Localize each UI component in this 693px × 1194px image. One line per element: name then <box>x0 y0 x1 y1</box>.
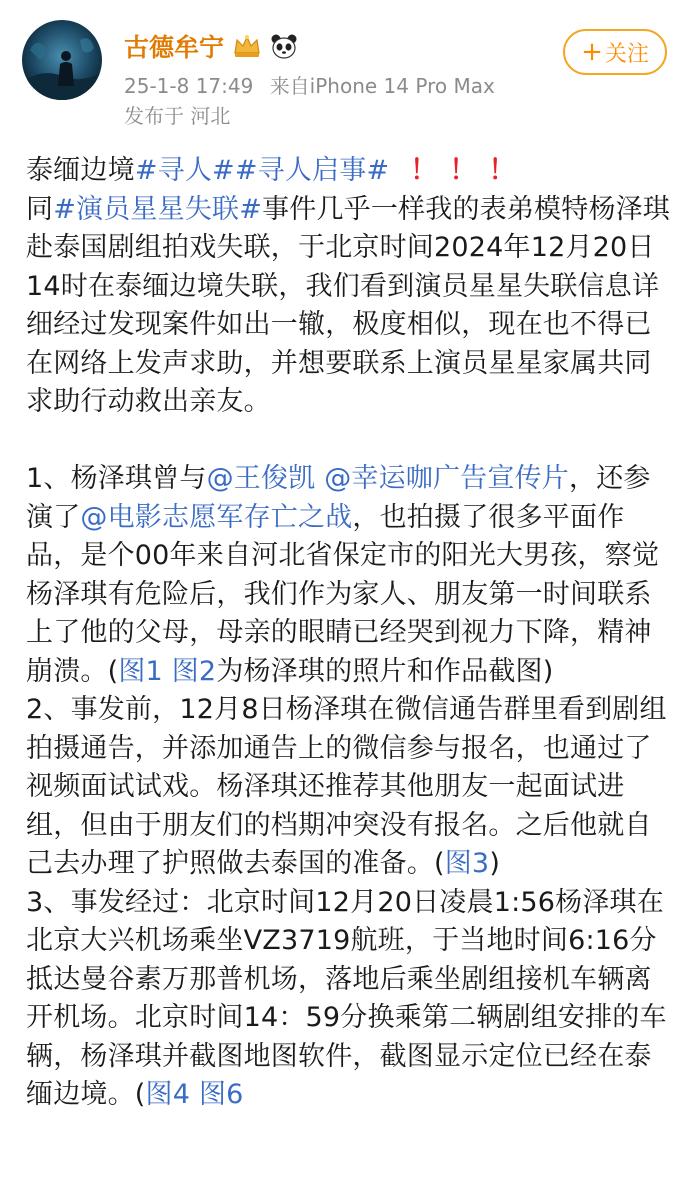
text: 1、杨泽琪曾与 <box>26 463 207 494</box>
paragraph-intro <box>26 152 676 422</box>
image-link[interactable]: 图1 <box>118 655 163 687</box>
text: 2、事发前，12月8日杨泽琪在微信通告群里看到剧组拍摄通告，并添加通告上的微信参与报名，也通过了视频面试试戏。杨泽琪还推荐其他朋友一起面试进组，但由于朋友们的档期冲突没有报名。之后他就自己去办理了护照做去泰国的准备。( <box>26 694 667 879</box>
hashtag-link[interactable]: #演员星星失联# <box>53 193 263 225</box>
text: 为杨泽琪的照片和作品截图) <box>216 655 554 687</box>
username[interactable]: 古德牟宁 <box>124 33 225 62</box>
exclamation-icon: ！ <box>449 155 477 186</box>
text: 事件几乎一样我的表弟模特杨泽琪赴泰国剧组拍戏失联，于北京时间2024年12月20日14时在泰缅边境失联，我们看到演员星星失联信息详细经过发现案件如出一辙，极度相似，现在也不得已在网络上发声求助，并想要联系上演员星星家属共同求助行动救出亲友。 <box>26 193 671 417</box>
paragraph-3 <box>26 884 676 1115</box>
mention-link[interactable]: @幸运咖广告宣传片 <box>324 463 569 494</box>
text: 同 <box>26 193 54 225</box>
paragraph-2 <box>26 691 676 884</box>
post-body <box>26 152 676 1115</box>
image-link[interactable]: 图3 <box>444 848 490 879</box>
post-location: 发布于 河北 <box>124 104 231 128</box>
hashtag-link[interactable]: #寻人# <box>134 155 235 186</box>
mention-link[interactable]: @电影志愿军存亡之战 <box>80 501 353 533</box>
mention-link[interactable]: @王俊凯 <box>206 463 316 494</box>
post-meta <box>124 70 495 99</box>
plus-icon: + <box>581 37 603 67</box>
avatar-image <box>22 20 102 100</box>
post-source: 来自iPhone 14 Pro Max <box>269 74 495 98</box>
post-header <box>0 0 693 140</box>
text: 泰缅边境 <box>26 155 135 186</box>
avatar[interactable] <box>22 20 102 100</box>
follow-label: 关注 <box>604 41 649 67</box>
exclamation-icon: ！ <box>488 155 516 186</box>
hashtag-link[interactable]: #寻人启事# <box>234 155 390 186</box>
image-link[interactable]: 图6 <box>198 1079 244 1110</box>
text: ) <box>489 848 501 879</box>
panda-icon <box>270 33 298 59</box>
exclamation-icon: ！ <box>410 155 438 186</box>
text: ，还参演了 <box>26 463 651 533</box>
image-link[interactable]: 图4 <box>145 1079 191 1110</box>
name-row <box>124 28 298 64</box>
spacer <box>26 422 676 461</box>
post-timestamp: 25-1-8 17:49 <box>124 74 254 98</box>
crown-icon <box>232 33 262 59</box>
image-link[interactable]: 图2 <box>171 655 217 687</box>
paragraph-1 <box>26 460 676 691</box>
text: ，也拍摄了很多平面作品，是个00年来自河北省保定市的阳光大男孩，察觉杨泽琪有危险后，我们作为家人、朋友第一时间联系上了他的父母，母亲的眼睛已经哭到视力下降，精神崩溃。( <box>26 501 660 687</box>
text: 3、事发经过：北京时间12月20日凌晨1:56杨泽琪在北京大兴机场乘坐VZ3719航班，于当地时间6:16分抵达曼谷素万那普机场，落地后乘坐剧组接机车辆离开机场。北京时间14：59分换乘第二辆剧组安排的车辆，杨泽琪并截图地图软件，截图显示定位已经在泰缅边境。( <box>26 886 667 1110</box>
follow-button[interactable] <box>563 29 667 75</box>
